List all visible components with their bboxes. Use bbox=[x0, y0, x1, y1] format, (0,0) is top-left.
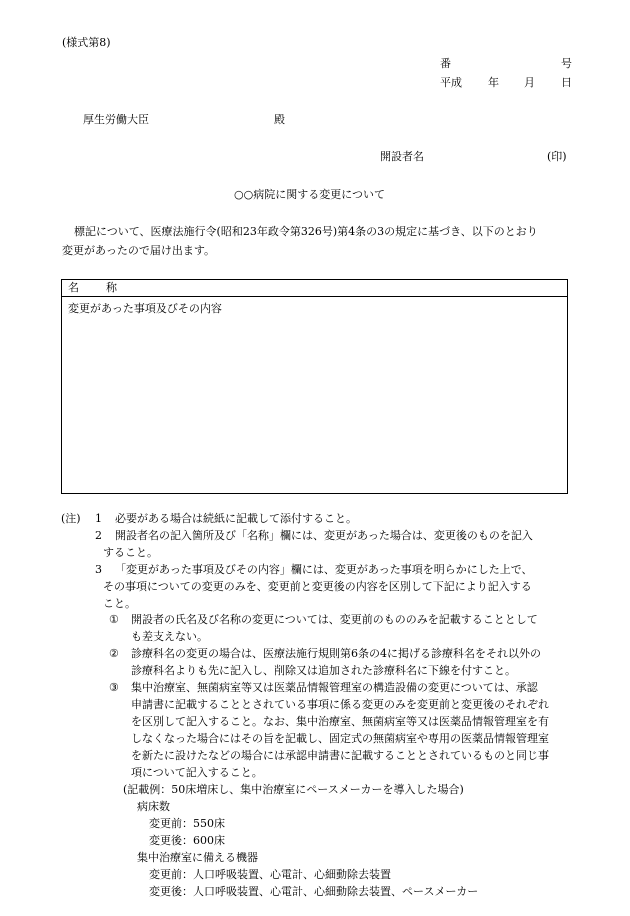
sub-3-line-2: 申請書に記載することとされている事項に係る変更のみを変更前と変更後のそれぞれ bbox=[131, 698, 549, 711]
note-2-line-2: すること。 bbox=[103, 546, 158, 559]
sub-3-line-4: しなくなった場合にはその旨を記載し、固定式の無菌病室や専用の医薬品情報管理室 bbox=[131, 732, 549, 745]
note-1-text: 必要がある場合は続紙に記載して添付すること。 bbox=[115, 512, 357, 525]
number-suffix: 号 bbox=[561, 57, 572, 70]
sub-2-line-1: 診療科名の変更の場合は、医療法施行規則第6条の4に掲げる診療科名をそれ以外の bbox=[131, 647, 541, 660]
sub-3-line-3: を区別して記入すること。なお、集中治療室、無菌病室等又は医薬品情報管理室を有 bbox=[131, 715, 549, 728]
name-row bbox=[62, 280, 567, 297]
sub-1-number: ① bbox=[109, 613, 119, 626]
example-beds-before: 変更前：550床 bbox=[149, 817, 225, 830]
example-beds-after: 変更後：600床 bbox=[149, 834, 225, 847]
name-label-1: 名 bbox=[68, 281, 79, 294]
example-equipment-before: 変更前：人口呼吸装置、心電計、心細動除去装置 bbox=[149, 868, 391, 881]
form-number: (様式第8) bbox=[62, 36, 111, 49]
sub-2-line-2: 診療科名よりも先に記入し、削除又は追加された診療科名に下線を付すこと。 bbox=[131, 664, 516, 677]
applicant-label: 開設者名 bbox=[380, 150, 424, 163]
note-3-line-2: その事項についての変更のみを、変更前と変更後の内容を区別して下記により記入する bbox=[103, 580, 532, 593]
note-1-number: 1 bbox=[95, 512, 102, 525]
addressee-name: 厚生労働大臣 bbox=[83, 113, 149, 126]
example-heading: (記載例：50床増床し、集中治療室にペースメーカーを導入した場合) bbox=[123, 783, 464, 796]
note-2-number: 2 bbox=[95, 529, 102, 542]
sub-1-line-1: 開設者の氏名及び名称の変更については、変更前のもののみを記載することとして bbox=[131, 613, 538, 626]
note-3-line-3: こと。 bbox=[103, 597, 136, 610]
seal-mark: (印) bbox=[547, 150, 567, 163]
sub-2-number: ② bbox=[109, 647, 119, 660]
date-day: 日 bbox=[561, 76, 572, 89]
addressee-honorific: 殿 bbox=[274, 113, 285, 126]
name-label-2: 称 bbox=[106, 281, 117, 294]
sub-1-line-2: も差支えない。 bbox=[131, 630, 208, 643]
sub-3-line-6: 項について記入すること。 bbox=[131, 766, 263, 779]
body-line-2: 変更があったので届け出ます。 bbox=[62, 244, 216, 257]
date-month: 月 bbox=[524, 76, 535, 89]
body-line-1: 標記について、医療法施行令(昭和23年政令第326号)第4条の3の規定に基づき、以下のとおり bbox=[74, 225, 538, 238]
notes-prefix: (注) bbox=[61, 512, 81, 525]
note-2-line-1: 開設者名の記入箇所及び「名称」欄には、変更があった場合は、変更後のものを記入 bbox=[115, 529, 533, 542]
date-year: 年 bbox=[488, 76, 499, 89]
date-era: 平成 bbox=[440, 76, 462, 89]
document-title: ○○病院に関する変更について bbox=[234, 188, 385, 201]
sub-3-line-5: を新たに設けたなどの場合には承認申請書に記載することとされているものと同じ事 bbox=[131, 749, 549, 762]
example-equipment-label: 集中治療室に備える機器 bbox=[137, 851, 258, 864]
number-label: 番 bbox=[440, 57, 451, 70]
example-beds-label: 病床数 bbox=[137, 800, 170, 813]
note-3-line-1: 「変更があった事項及びその内容」欄には、変更があった事項を明らかにした上で、 bbox=[115, 563, 533, 576]
change-form-box bbox=[61, 279, 568, 494]
sub-3-number: ③ bbox=[109, 681, 119, 694]
change-content-label: 変更があった事項及びその内容 bbox=[68, 302, 222, 315]
note-3-number: 3 bbox=[95, 563, 102, 576]
example-equipment-after: 変更後：人口呼吸装置、心電計、心細動除去装置、ペースメーカー bbox=[149, 885, 479, 898]
sub-3-line-1: 集中治療室、無菌病室等又は医薬品情報管理室の構造設備の変更については、承認 bbox=[131, 681, 538, 694]
